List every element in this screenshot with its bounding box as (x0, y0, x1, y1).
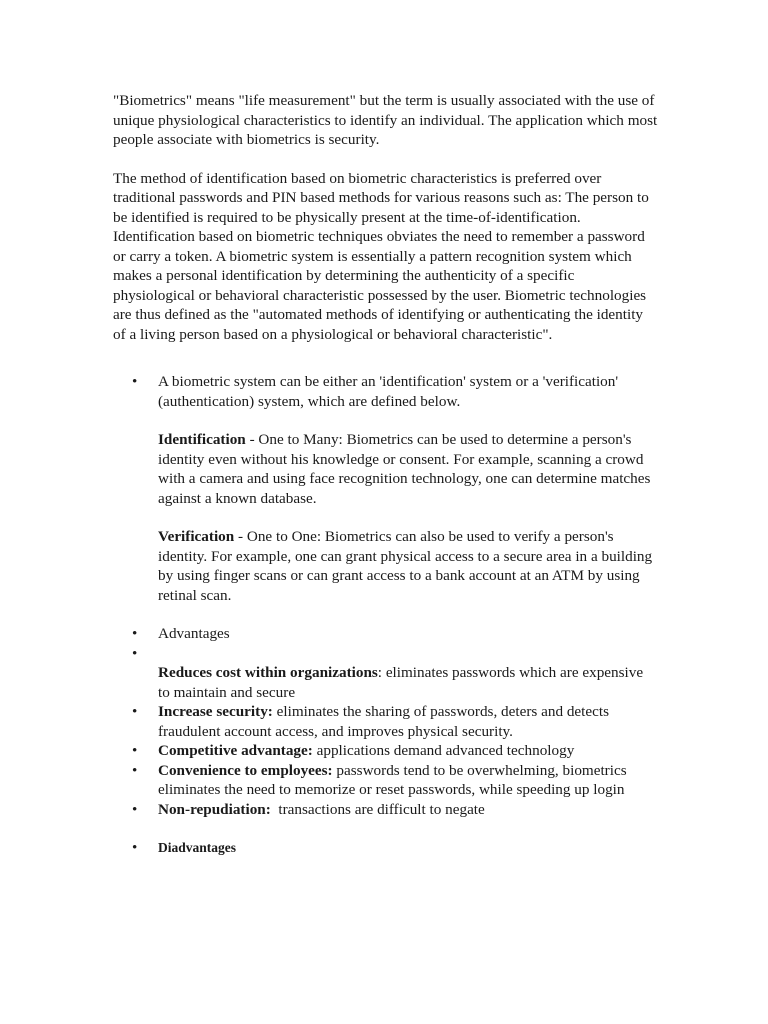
advantage-term: Competitive advantage: (158, 742, 313, 759)
advantage-description: eliminates the sharing of passwords, deters and detects fraudulent account access, and improves physical security. (158, 703, 610, 740)
list-item-advantage-convenience (113, 761, 658, 800)
advantage-description: applications demand advanced technology (312, 742, 575, 759)
bullet-icon: • (132, 761, 138, 779)
verification-text: - One to One: Biometrics can also be used to verify a person's identity. For example, one can grant physical access to a secure area in a building by using finger scans or can grant access to a bank account at an ATM by using retinal scan. (158, 528, 653, 604)
identification-text: - One to Many: Biometrics can be used to determine a person's identity even without his knowledge or consent. For example, scanning a crowd with a camera and using face recognition technology, one can determine matches against a known database. (158, 431, 651, 507)
list-item-advantage-nonrepudiation (113, 800, 658, 820)
advantage-description: passwords tend to be overwhelming, biometrics eliminates the need to memorize or reset passwords, while speeding up login (158, 761, 627, 798)
disadvantages-heading: Diadvantages (158, 840, 237, 855)
empty-line (158, 644, 658, 664)
list-item-advantage-competitive (113, 741, 658, 761)
identification-definition (158, 430, 658, 508)
intro-paragraph-2: The method of identification based on biometric characteristics is preferred over traditional passwords and PIN based methods for various reasons such as: The person to be identified is required to be physically present at the time-of-identification. Identification based on biometric techniques obviates the need to remember a password or carry a token. A biometric system is essentially a pattern recognition system which makes a personal identification by determining the authenticity of a specific physiological or behavioral characteristic possessed by the user. Biometric technologies are thus defined as the "automated methods of identifying or authenticating the identity of a living person based on a physiological or behavioral characteristic". (113, 169, 649, 343)
bullet-icon: • (132, 373, 138, 390)
intro-paragraph-1: "Biometrics" means "life measurement" but the term is usually associated with the use of unique physiological characteristics to identify an individual. The application which most people associate with biometrics is security. (113, 92, 658, 148)
advantage-text (158, 741, 658, 761)
advantage-term: Non-repudiation: (158, 800, 271, 818)
list-item-disadvantages-heading (113, 838, 658, 858)
list-item-advantage-security (113, 702, 658, 741)
bullet-icon: • (132, 644, 138, 662)
advantage-term: Reduces cost within organizations (158, 664, 378, 681)
advantage-term: Increase security: (158, 703, 273, 720)
list-item-system-types (113, 372, 658, 605)
advantage-text (158, 702, 658, 741)
bullet-icon: • (132, 625, 138, 642)
bullet-icon: • (132, 703, 138, 720)
identification-term: Identification (158, 431, 246, 448)
advantage-text (158, 663, 658, 702)
list-item-advantages-heading (113, 624, 658, 644)
advantage-text (158, 761, 658, 800)
main-bullet-list (113, 372, 658, 858)
document-page (113, 91, 658, 858)
advantages-heading: Advantages (158, 625, 230, 642)
verification-term: Verification (158, 528, 235, 545)
bullet-icon: • (132, 800, 138, 818)
advantage-description: : eliminates passwords which are expensive to maintain and secure (158, 664, 644, 701)
system-types-text: A biometric system can be either an 'identification' system or a 'verification' (authentication) system, which are defined below. (158, 373, 619, 410)
bullet-icon: • (132, 742, 138, 759)
verification-definition (158, 527, 658, 605)
advantage-text (158, 800, 658, 820)
advantage-term: Convenience to employees: (158, 761, 333, 779)
bullet-icon: • (132, 839, 138, 856)
list-item-advantage-cost (113, 644, 658, 703)
advantage-description: transactions are difficult to negate (270, 800, 485, 818)
